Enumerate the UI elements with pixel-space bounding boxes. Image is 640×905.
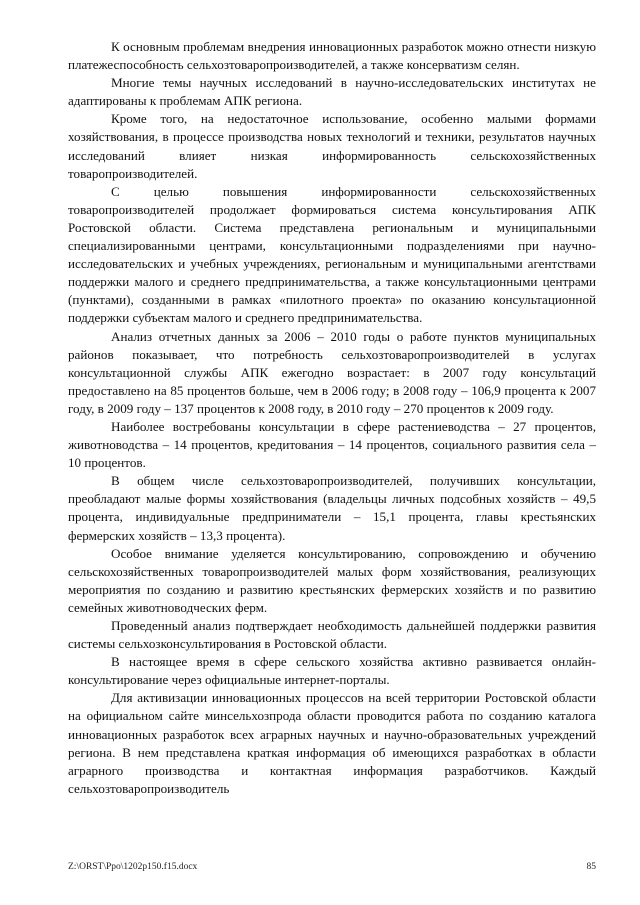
paragraph: К основным проблемам внедрения инновационных разработок можно отнести низкую платежеспособность сельхозтоваропроизводителей, а также консерватизм селян.	[68, 39, 596, 73]
paragraph: Для активизации инновационных процессов на всей территории Ростовской области на официальном сайте минсельхозпрода области проводится работа по созданию каталога инновационных разработок всех аграрных научных и научно-образовательных учреждений региона. В нем представлена краткая информация об имеющихся разработках в области аграрного производства и контактная информация разработчиков. Каждый сельхозтоваропроизводитель	[68, 690, 596, 796]
document-body	[68, 38, 596, 798]
paragraph: Кроме того, на недостаточное использование, особенно малыми формами хозяйствования, в процессе производства новых технологий и техники, результатов научных исследований влияет низкая информированность сельскохозяйственных товаропроизводителей.	[68, 111, 596, 181]
paragraph: Наиболее востребованы консультации в сфере растениеводства – 27 процентов, животноводства – 14 процентов, кредитования – 14 процентов, социального развития села – 10 процентов.	[68, 418, 596, 471]
paragraph: Особое внимание уделяется консультированию, сопровождению и обучению сельскохозяйственных товаропроизводителей малых форм хозяйствования, реализующих мероприятия по созданию и развитию крестьянских фермерских хозяйств и по развитию семейных животноводческих ферм.	[68, 545, 596, 615]
footer-file-path: Z:\ORST\Ppo\1202p150.f15.docx	[68, 862, 198, 872]
paragraph: Проведенный анализ подтверждает необходимость дальнейшей поддержки развития системы сельхозконсультирования в Ростовской области.	[68, 618, 596, 652]
page-number: 85	[586, 862, 596, 872]
paragraph: Многие темы научных исследований в научно-исследовательских институтах не адаптированы к проблемам АПК региона.	[68, 75, 596, 109]
paragraph: Анализ отчетных данных за 2006 – 2010 годы о работе пунктов муниципальных районов показывает, что потребность сельхозтоваропроизводителей в услугах консультационной службы АПК ежегодно возрастает: в 2007 году консультаций предоставлено на 85 процентов больше, чем в 2006 году; в 2008 году – 106,9 процента к 2007 году, в 2009 году – 137 процентов к 2008 году, в 2010 году – 270 процентов к 2009 году.	[68, 328, 596, 416]
paragraph: С целью повышения информированности сельскохозяйственных товаропроизводителей продолжает формироваться система консультирования АПК Ростовской области. Система представлена региональным и муниципальными специализированными центрами, консультационными подразделениями при научно-исследовательских и учебных учреждениях, региональным и муниципальными агентствами поддержки малого и среднего предпринимательства, а также консультационными центрами (пунктами), созданными в рамках «пилотного проекта» по оказанию консультационной поддержки субъектам малого и среднего предпринимательства.	[68, 183, 596, 326]
paragraph: В общем числе сельхозтоваропроизводителей, получивших консультации, преобладают малые формы хозяйствования (владельцы личных подсобных хозяйств – 49,5 процента, индивидуальные предприниматели – 15,1 процента, главы крестьянских фермерских хозяйств – 13,3 процента).	[68, 473, 596, 543]
paragraph: В настоящее время в сфере сельского хозяйства активно развивается онлайн-консультирование через официальные интернет-порталы.	[68, 654, 596, 688]
